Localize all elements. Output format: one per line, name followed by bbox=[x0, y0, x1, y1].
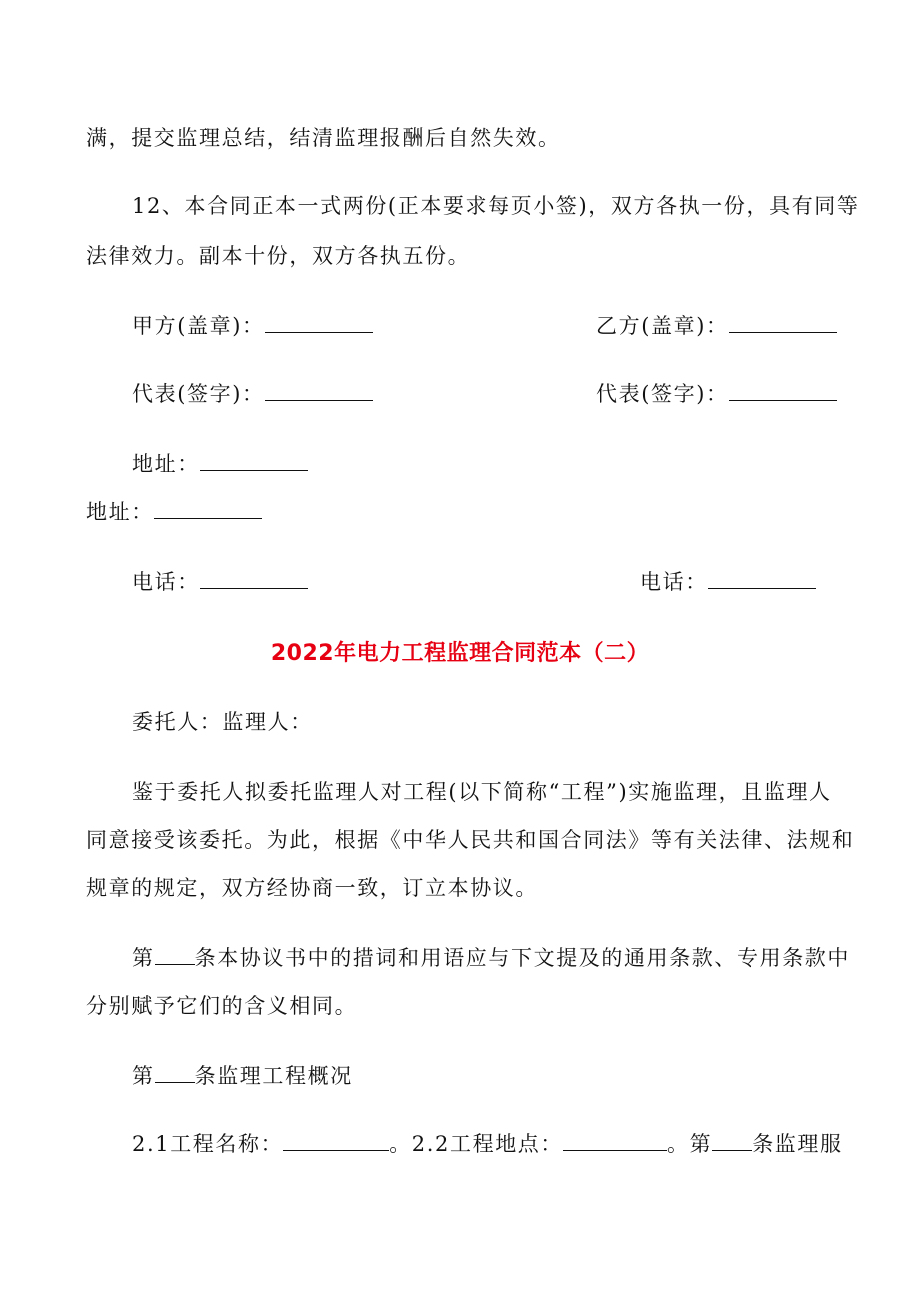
party-a-seal bbox=[132, 312, 373, 340]
paragraph-line: 同意接受该委托。为此，根据《中华人民共和国合同法》等有关法律、法规和 bbox=[86, 828, 855, 852]
phone-a bbox=[132, 568, 308, 596]
paragraph-line: 满，提交监理总结，结清监理报酬后自然失效。 bbox=[86, 126, 561, 150]
article-items bbox=[132, 1130, 843, 1158]
rep-b-label: 代表(签字)： bbox=[596, 382, 729, 406]
party-b-seal bbox=[596, 312, 837, 340]
blank-line bbox=[265, 381, 373, 401]
blank-line bbox=[712, 1131, 752, 1151]
party-a-seal-label: 甲方(盖章)： bbox=[132, 314, 265, 338]
article-2 bbox=[132, 1062, 353, 1090]
address-a-label: 地址： bbox=[132, 452, 200, 476]
article-prefix: 。第 bbox=[667, 1132, 713, 1156]
paragraph-line: 规章的规定，双方经协商一致，订立本协议。 bbox=[86, 876, 538, 900]
party-b-seal-label: 乙方(盖章)： bbox=[596, 314, 729, 338]
rep-a bbox=[132, 380, 373, 408]
rep-a-label: 代表(签字)： bbox=[132, 382, 265, 406]
rep-b bbox=[596, 380, 837, 408]
section-title: 2022年电力工程监理合同范本（二） bbox=[270, 641, 650, 666]
item-name-label: 2.1工程名称： bbox=[132, 1132, 284, 1156]
address-b-label: 地址： bbox=[86, 500, 154, 524]
article-text: 条监理工程概况 bbox=[194, 1064, 353, 1088]
blank-line bbox=[283, 1131, 389, 1151]
phone-b bbox=[640, 568, 816, 596]
article-text: 条本协议书中的措词和用语应与下文提及的通用条款、专用条款中 bbox=[194, 946, 851, 970]
paragraph-line: 法律效力。副本十份，双方各执五份。 bbox=[86, 244, 471, 268]
paragraph-line: 12、本合同正本一式两份(正本要求每页小签)，双方各执一份，具有同等 bbox=[132, 194, 860, 218]
paragraph-line: 鉴于委托人拟委托监理人对工程(以下简称“工程”)实施监理，且监理人 bbox=[132, 780, 832, 804]
blank-line bbox=[729, 381, 837, 401]
phone-b-label: 电话： bbox=[640, 570, 708, 594]
address-a bbox=[132, 450, 308, 478]
parties-line: 委托人：监理人： bbox=[132, 710, 313, 734]
blank-line bbox=[155, 945, 195, 965]
article-text: 条监理服 bbox=[752, 1132, 843, 1156]
item-location-label: 。2.2工程地点： bbox=[389, 1132, 563, 1156]
blank-line bbox=[154, 499, 262, 519]
blank-line bbox=[563, 1131, 667, 1151]
phone-a-label: 电话： bbox=[132, 570, 200, 594]
address-b bbox=[86, 498, 262, 526]
article-prefix: 第 bbox=[132, 1064, 155, 1088]
article-prefix: 第 bbox=[132, 946, 155, 970]
blank-line bbox=[729, 313, 837, 333]
blank-line bbox=[200, 451, 308, 471]
blank-line bbox=[708, 569, 816, 589]
blank-line bbox=[200, 569, 308, 589]
blank-line bbox=[155, 1063, 195, 1083]
blank-line bbox=[265, 313, 373, 333]
paragraph-line: 分别赋予它们的含义相同。 bbox=[86, 994, 358, 1018]
article-1 bbox=[132, 944, 850, 972]
